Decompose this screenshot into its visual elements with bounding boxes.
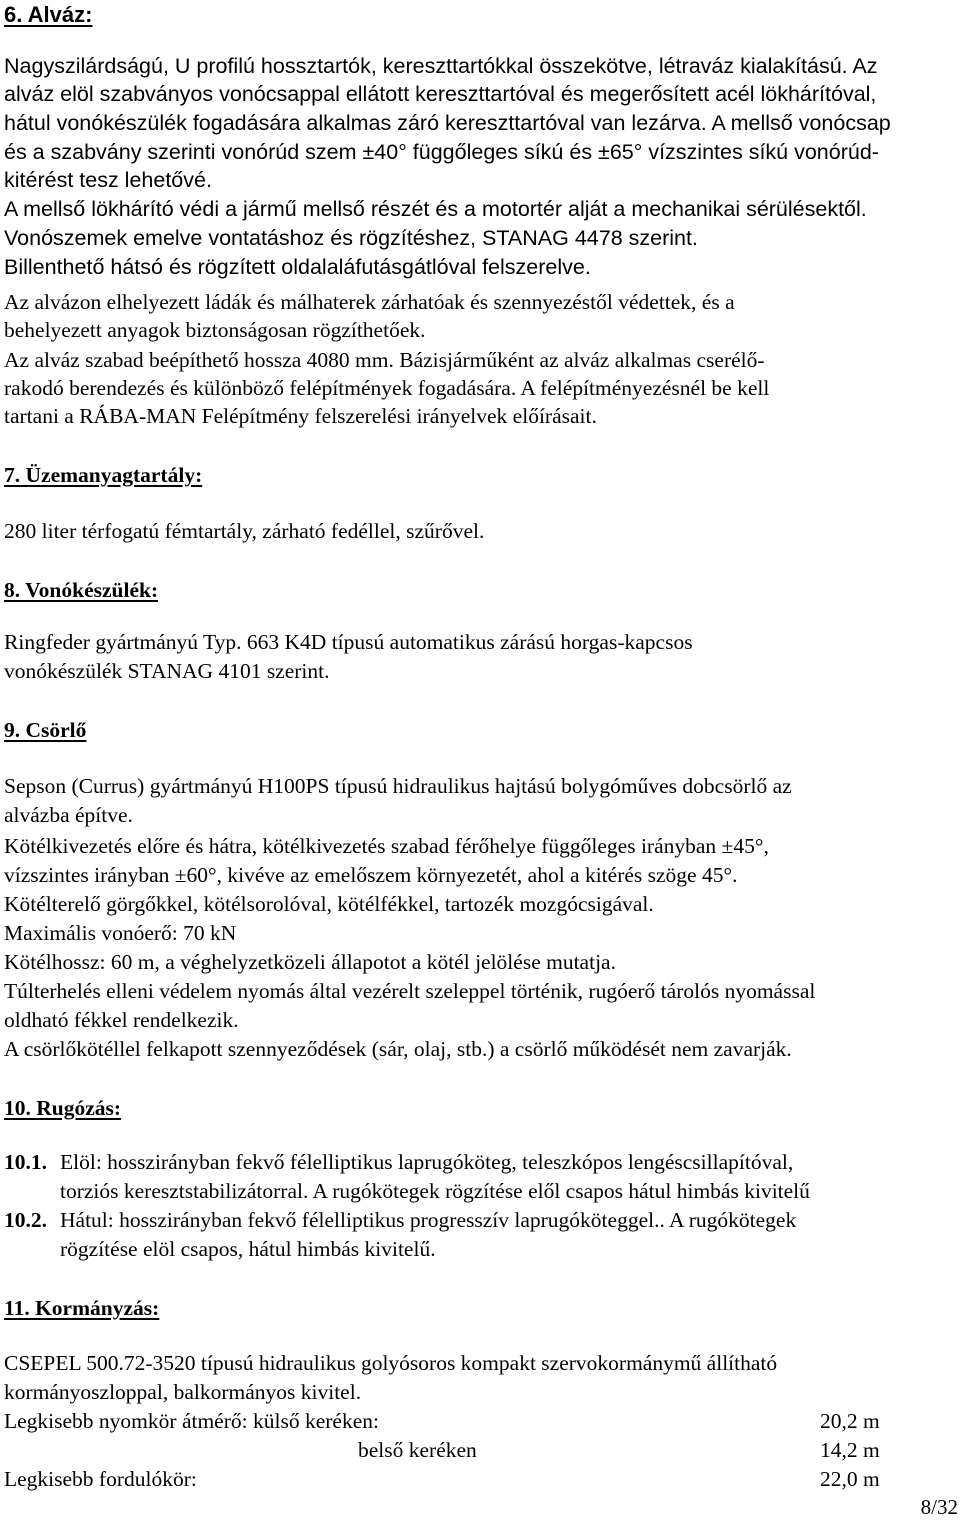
item-line: rögzítése elöl csapos, hátul himbás kivitelű. (60, 1237, 436, 1261)
paragraph-line: A mellső lökhárító védi a jármű mellső részét és a motortér alját a mechanikai sérülésektől. (4, 197, 867, 221)
paragraph-line: behelyezett anyagok biztonságosan rögzíthetőek. (4, 318, 426, 342)
paragraph-line: hátul vonókészülék fogadására alkalmas záró kereszttartóval van lezárva. A mellső vonócsap (4, 111, 891, 135)
item-number: 10.2. (4, 1208, 47, 1232)
table-label: belső keréken (358, 1438, 477, 1462)
paragraph-line: Az alváz szabad beépíthető hossza 4080 mm. Bázisjárműként az alváz alkalmas cserélő- (4, 348, 765, 372)
paragraph-line: Kötélterelő görgőkkel, kötélsorolóval, kötélfékkel, tartozék mozgócsigával. (4, 892, 654, 916)
paragraph-line: Kötélkivezetés előre és hátra, kötélkivezetés szabad férőhelye függőleges irányban ±45°, (4, 834, 769, 858)
paragraph-line: Kötélhossz: 60 m, a véghelyzetközeli állapotot a kötél jelölése mutatja. (4, 950, 616, 974)
table-value: 22,0 m (820, 1467, 880, 1491)
paragraph-line: Az alvázon elhelyezett ládák és málhaterek zárhatóak és szennyezéstől védettek, és a (4, 290, 735, 314)
paragraph-line: Túlterhelés elleni védelem nyomás által vezérelt szeleppel történik, rugóerő tárolós nyomással (4, 979, 816, 1003)
paragraph-line: rakodó berendezés és különböző felépítmények fogadására. A felépítményezésnél be kell (4, 376, 770, 400)
section-heading: 6. Alváz: (4, 2, 93, 27)
item-line: torziós keresztstabilizátorral. A rugókötegek rögzítése elől csapos hátul himbás kivitelű (60, 1179, 810, 1203)
table-value: 14,2 m (820, 1438, 880, 1462)
paragraph-line: Ringfeder gyártmányú Typ. 663 K4D típusú automatikus zárású horgas-kapcsos (4, 630, 693, 654)
paragraph-line: alvázba építve. (4, 803, 133, 827)
paragraph-line: alváz elöl szabványos vonócsappal ellátott kereszttartóval és megerősített acél lökhárítóval, (4, 82, 877, 106)
paragraph-line: A csörlőkötéllel felkapott szennyeződések (sár, olaj, stb.) a csörlő működését nem zavarják. (4, 1037, 792, 1061)
paragraph-line: kormányoszloppal, balkormányos kivitel. (4, 1380, 362, 1404)
item-number: 10.1. (4, 1150, 47, 1174)
table-label: Legkisebb fordulókör: (4, 1467, 197, 1491)
section-heading: 11. Kormányzás: (4, 1296, 160, 1320)
paragraph-line: vonókészülék STANAG 4101 szerint. (4, 659, 330, 683)
section-heading: 9. Csörlő (4, 718, 87, 742)
item-line: Elöl: hosszirányban fekvő félelliptikus laprugóköteg, teleszkópos lengéscsillapítóval, (60, 1150, 794, 1174)
paragraph-line: vízszintes irányban ±60°, kivéve az emelőszem környezetét, ahol a kitérés szöge 45°. (4, 863, 738, 887)
paragraph-line: tartani a RÁBA-MAN Felépítmény felszerelési irányelvek előírásait. (4, 404, 597, 428)
section-heading: 10. Rugózás: (4, 1096, 122, 1120)
paragraph-line: CSEPEL 500.72-3520 típusú hidraulikus golyósoros kompakt szervokormánymű állítható (4, 1351, 778, 1375)
paragraph-line: Sepson (Currus) gyártmányú H100PS típusú hidraulikus hajtású bolygóműves dobcsörlő az (4, 774, 792, 798)
paragraph-line: Billenthető hátsó és rögzített oldalaláfutásgátlóval felszerelve. (4, 255, 591, 279)
table-label: Legkisebb nyomkör átmérő: külső keréken: (4, 1409, 379, 1433)
paragraph-line: Vonószemek emelve vontatáshoz és rögzítéshez, STANAG 4478 szerint. (4, 226, 698, 250)
paragraph-line: 280 liter térfogatú fémtartály, zárható fedéllel, szűrővel. (4, 519, 485, 543)
paragraph-line: oldható fékkel rendelkezik. (4, 1008, 239, 1032)
section-heading: 7. Üzemanyagtartály: (4, 463, 203, 487)
page-number: 8/32 (920, 1495, 958, 1519)
paragraph-line: Maximális vonóerő: 70 kN (4, 921, 237, 945)
paragraph-line: Nagyszilárdságú, U profilú hossztartók, kereszttartókkal összekötve, létraváz kialakítású. Az (4, 54, 878, 78)
section-heading: 8. Vonókészülék: (4, 578, 159, 602)
paragraph-line: kitérést tesz lehetővé. (4, 168, 212, 192)
table-value: 20,2 m (820, 1409, 880, 1433)
item-line: Hátul: hosszirányban fekvő félelliptikus progresszív laprugóköteggel.. A rugókötegek (60, 1208, 797, 1232)
paragraph-line: és a szabvány szerinti vonórúd szem ±40° függőleges síkú és ±65° vízszintes síkú vonórúd- (4, 140, 879, 164)
